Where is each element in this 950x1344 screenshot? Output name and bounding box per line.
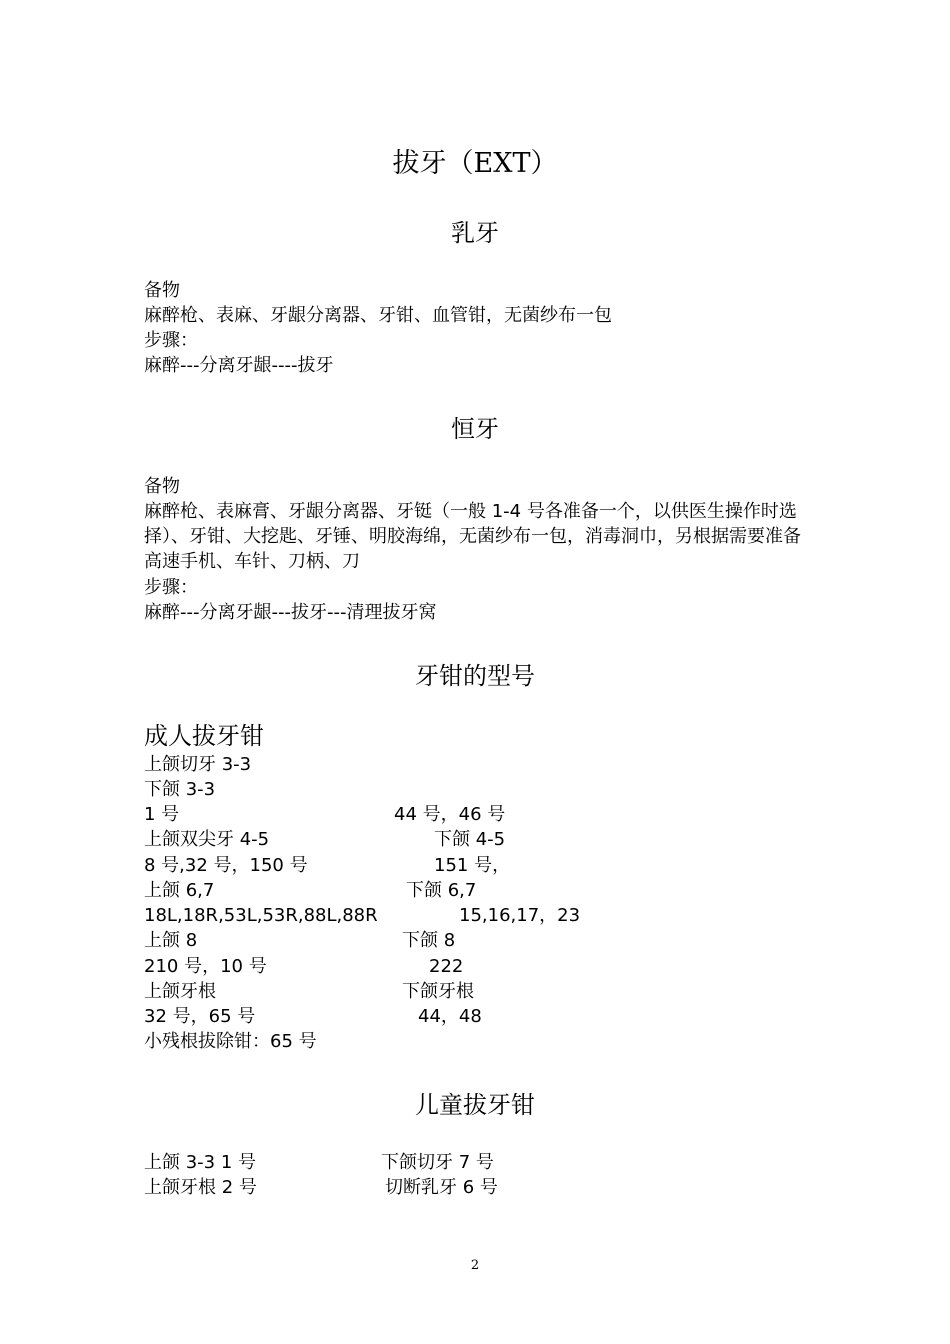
adult-row-left: 上颌牙根 [144, 981, 216, 1002]
adult-row-left: 210 号，10 号 [144, 956, 267, 977]
adult-row-right: 下颌牙根 [402, 981, 474, 1002]
adult-row-left: 1 号 [144, 804, 180, 825]
residual-root-forceps: 小残根拔除钳：65 号 [144, 1031, 317, 1052]
forceps-models-heading: 牙钳的型号 [415, 662, 535, 690]
children-row-right: 切断乳牙 6 号 [385, 1177, 498, 1198]
primary-steps-text: 麻醉---分离牙龈----拔牙 [144, 355, 334, 376]
adult-row-left: 上颌 6,7 [144, 880, 215, 901]
adult-line: 下颌 3-3 [144, 779, 216, 800]
adult-row-left: 8 号,32 号，150 号 [144, 855, 308, 876]
children-row-left: 上颌牙根 2 号 [144, 1177, 257, 1198]
primary-supplies-label: 备物 [144, 280, 180, 301]
children-row-left: 上颌 3-3 1 号 [144, 1152, 257, 1173]
adult-row-right: 44，48 [418, 1006, 482, 1027]
children-row-right: 下颌切牙 7 号 [381, 1152, 494, 1173]
permanent-supplies-line: 麻醉枪、表麻膏、牙龈分离器、牙铤（一般 1-4 号各准备一个，以供医生操作时选 [144, 501, 797, 522]
permanent-teeth-heading: 恒牙 [451, 415, 499, 443]
primary-supplies-text: 麻醉枪、表麻、牙龈分离器、牙钳、血管钳，无菌纱布一包 [144, 305, 612, 326]
adult-row-right: 15,16,17，23 [459, 905, 581, 926]
document-title: 拔牙（EXT） [392, 148, 558, 179]
adult-row-left: 32 号，65 号 [144, 1006, 256, 1027]
adult-row-left: 上颌 8 [144, 930, 198, 951]
primary-teeth-heading: 乳牙 [451, 219, 499, 247]
adult-row-right: 222 [429, 956, 464, 977]
adult-line: 上颌切牙 3-3 [144, 754, 252, 775]
adult-row-right: 下颌 6,7 [406, 880, 477, 901]
permanent-steps-label: 步骤： [144, 577, 198, 598]
page-number: 2 [470, 1258, 480, 1273]
adult-row-right: 下颌 4-5 [434, 829, 506, 850]
adult-row-left: 18L,18R,53L,53R,88L,88R [144, 905, 378, 926]
permanent-supplies-label: 备物 [144, 476, 180, 497]
adult-row-right: 44 号，46 号 [394, 804, 506, 825]
adult-row-right: 151 号， [434, 855, 511, 876]
adult-forceps-heading: 成人拔牙钳 [144, 722, 264, 750]
permanent-supplies-line: 高速手机、车针、刀柄、刀 [144, 551, 360, 572]
primary-steps-label: 步骤： [144, 330, 198, 351]
adult-row-right: 下颌 8 [402, 930, 456, 951]
adult-row-left: 上颌双尖牙 4-5 [144, 829, 270, 850]
children-forceps-heading: 儿童拔牙钳 [415, 1091, 535, 1119]
permanent-steps-text: 麻醉---分离牙龈---拔牙---清理拔牙窝 [144, 602, 437, 623]
permanent-supplies-line: 择）、牙钳、大挖匙、牙锤、明胶海绵，无菌纱布一包，消毒洞巾，另根据需要准备 [144, 526, 801, 547]
